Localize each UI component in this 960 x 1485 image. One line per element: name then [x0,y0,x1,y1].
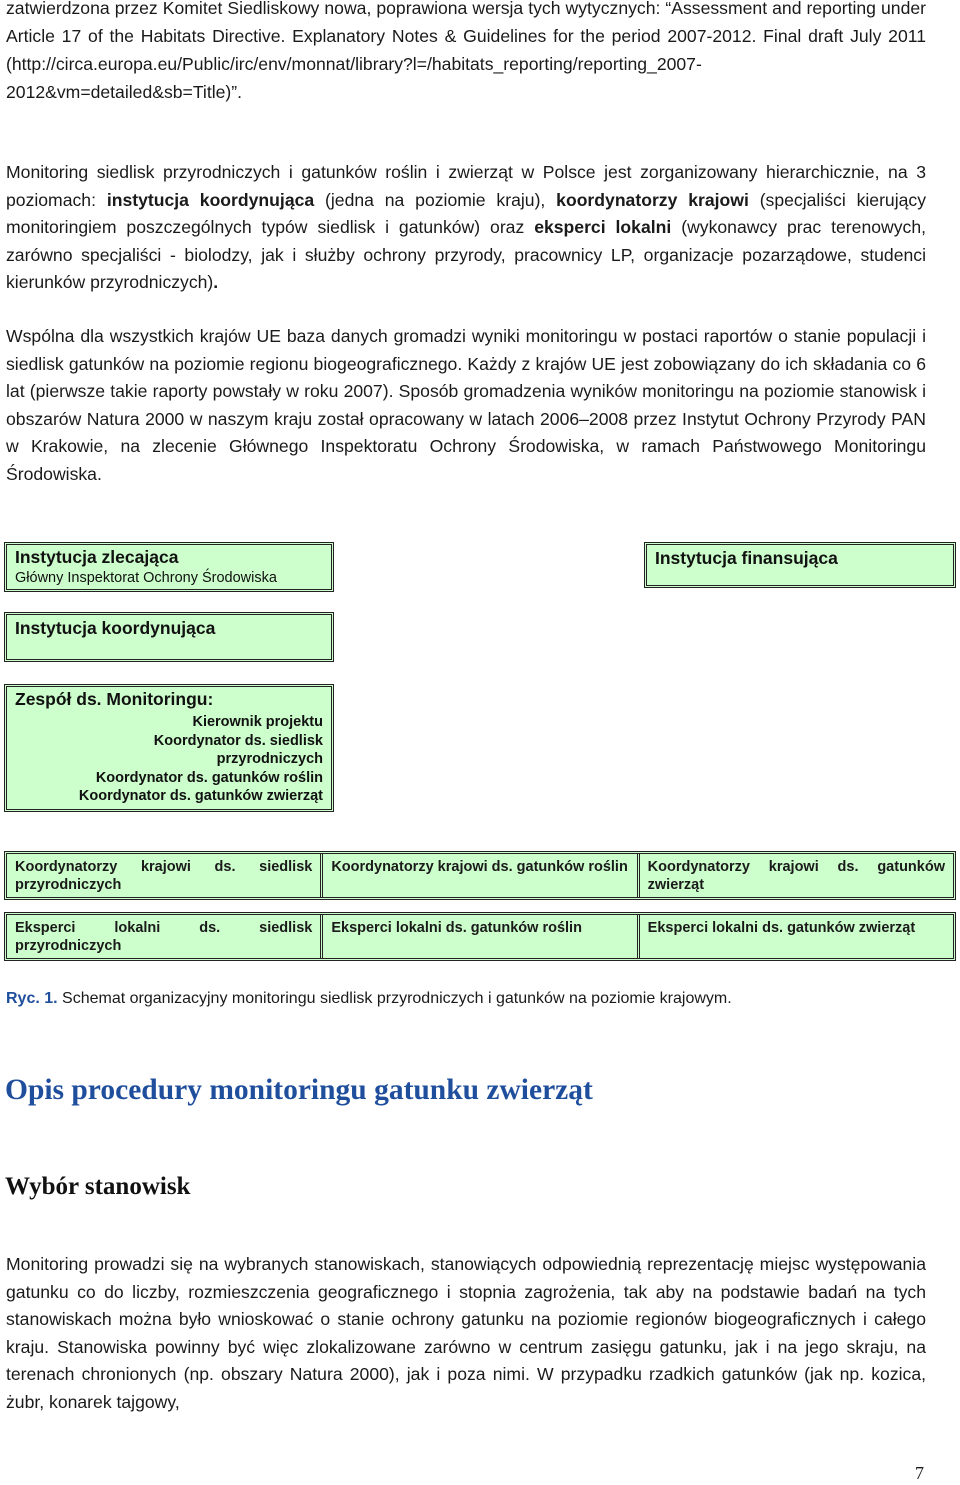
paragraph-guidelines-reference: zatwierdzona przez Komitet Siedliskowy nowa, poprawiona wersja tych wytycznych: “Assessment and reporting under Article 17 of the Habitats Directive. Explanatory Notes & Guidelines for the period 2007-2012. Final draft July 2011 (http://circa.europa.eu/Public/irc/env/monnat/library?l=/habitats_reporting/reporting_2007-2012&vm=detailed&sb=Title)”. [6,0,926,102]
box-funding-institution [644,542,956,588]
local-experts-plants: Eksperci lokalni ds. gatunków roślin [320,915,636,958]
hierarchy-term-coordinating-institution: instytucja koordynująca [106,189,315,210]
coordinating-institution-title: Instytucja koordynująca [15,618,216,638]
box-commissioning-institution [4,542,334,592]
hierarchy-text-3: (specjaliści kierujący monitoringiem poszczególnych typów siedlisk i gatunków) oraz [6,189,926,237]
team-role: Koordynator ds. gatunków roślin [95,769,323,786]
team-role: Koordynator ds. siedlisk [153,732,323,749]
team-role: Kierownik projektu [192,714,323,730]
box-coordinating-institution [4,612,334,662]
figure-caption-text: Schemat organizacyjny monitoringu siedlisk przyrodniczych i gatunków na poziomie krajowym. [57,990,732,1007]
paragraph-site-selection: Monitoring prowadzi się na wybranych stanowiskach, stanowiących odpowiednią reprezentację miejsc występowania gatunku co do liczby, rozmieszczenia geograficznego i stopnia zagrożenia, tak aby na podstawie badań na tych stanowiskach można było wnioskować o stanie ochrony gatunku na poziomie regionów biogeograficznych i całego kraju. Stanowiska powinny być więc zlokalizowane zarówno w centrum zasięgu gatunku, jak i na jego skraju, na terenach chronionych (np. obszary Natura 2000), jak i poza nimi. W przypadku rzadkich gatunków (jak np. kozica, żubr, konarek tajgowy, [6,1254,926,1412]
figure-caption [6,989,732,1009]
monitoring-team-roles [15,713,323,806]
section-heading: Opis procedury monitoringu gatunku zwierząt [5,1074,593,1106]
hierarchy-text-4: (wykonawcy prac terenowych, zarówno specjaliści - biolodzy, jak i służby ochrony przyrody, pracownicy LP, organizacje pozarządowe, studenci kierunków przyrodniczych) [6,217,926,292]
row-local-experts [4,912,956,961]
national-coordinators-animals: Koordynatorzy krajowi ds. gatunków zwierząt [637,854,953,897]
team-role: przyrodniczych [216,751,323,767]
national-coordinators-habitats: Koordynatorzy krajowi ds. siedlisk przyrodniczych [15,859,313,893]
row-national-coordinators [4,851,956,900]
figure-caption-label: Ryc. 1. [6,990,58,1007]
page-number: 7 [915,1463,924,1483]
paragraph-eu-database: Wspólna dla wszystkich krajów UE baza danych gromadzi wyniki monitoringu w postaci raportów o stanie populacji i siedlisk gatunków na poziomie regionu biogeograficznego. Każdy z krajów UE jest zobowiązany do ich składania co 6 lat (pierwsze takie raporty powstały w roku 2007). Sposób gromadzenia wyników monitoringu na poziomie stanowisk i obszarów Natura 2000 w naszym kraju został opracowany w latach 2006–2008 przez Instytut Ochrony Przyrody PAN w Krakowie, na zlecenie Głównego Inspektoratu Ochrony Środowiska, w ramach Państwowego Monitoringu Środowiska. [6,326,926,484]
box-monitoring-team [4,684,334,812]
commissioning-institution-name: Główny Inspektorat Ochrony Środowiska [15,570,277,586]
hierarchy-text-5: . [213,272,219,292]
hierarchy-term-local-experts: eksperci lokalni [534,217,672,237]
monitoring-team-title: Zespół ds. Monitoringu: [15,689,214,709]
local-experts-animals: Eksperci lokalni ds. gatunków zwierząt [637,915,953,958]
national-coordinators-plants: Koordynatorzy krajowi ds. gatunków roślin [320,854,636,897]
funding-institution-title: Instytucja finansująca [655,548,838,568]
paragraph-monitoring-hierarchy [6,159,926,297]
hierarchy-text-2: (jedna na poziomie kraju), [314,189,557,210]
local-experts-habitats: Eksperci lokalni ds. siedlisk przyrodniczych [15,920,313,954]
hierarchy-term-national-coordinators: koordynatorzy krajowi [556,189,749,210]
hierarchy-text-1: Monitoring siedlisk przyrodniczych i gatunków roślin i zwierząt w Polsce jest zorganizowany hierarchicznie, na 3 poziomach: [6,162,926,210]
commissioning-institution-title: Instytucja zlecająca [15,547,179,567]
team-role: Koordynator ds. gatunków zwierząt [78,788,323,804]
subsection-heading: Wybór stanowisk [5,1173,191,1200]
